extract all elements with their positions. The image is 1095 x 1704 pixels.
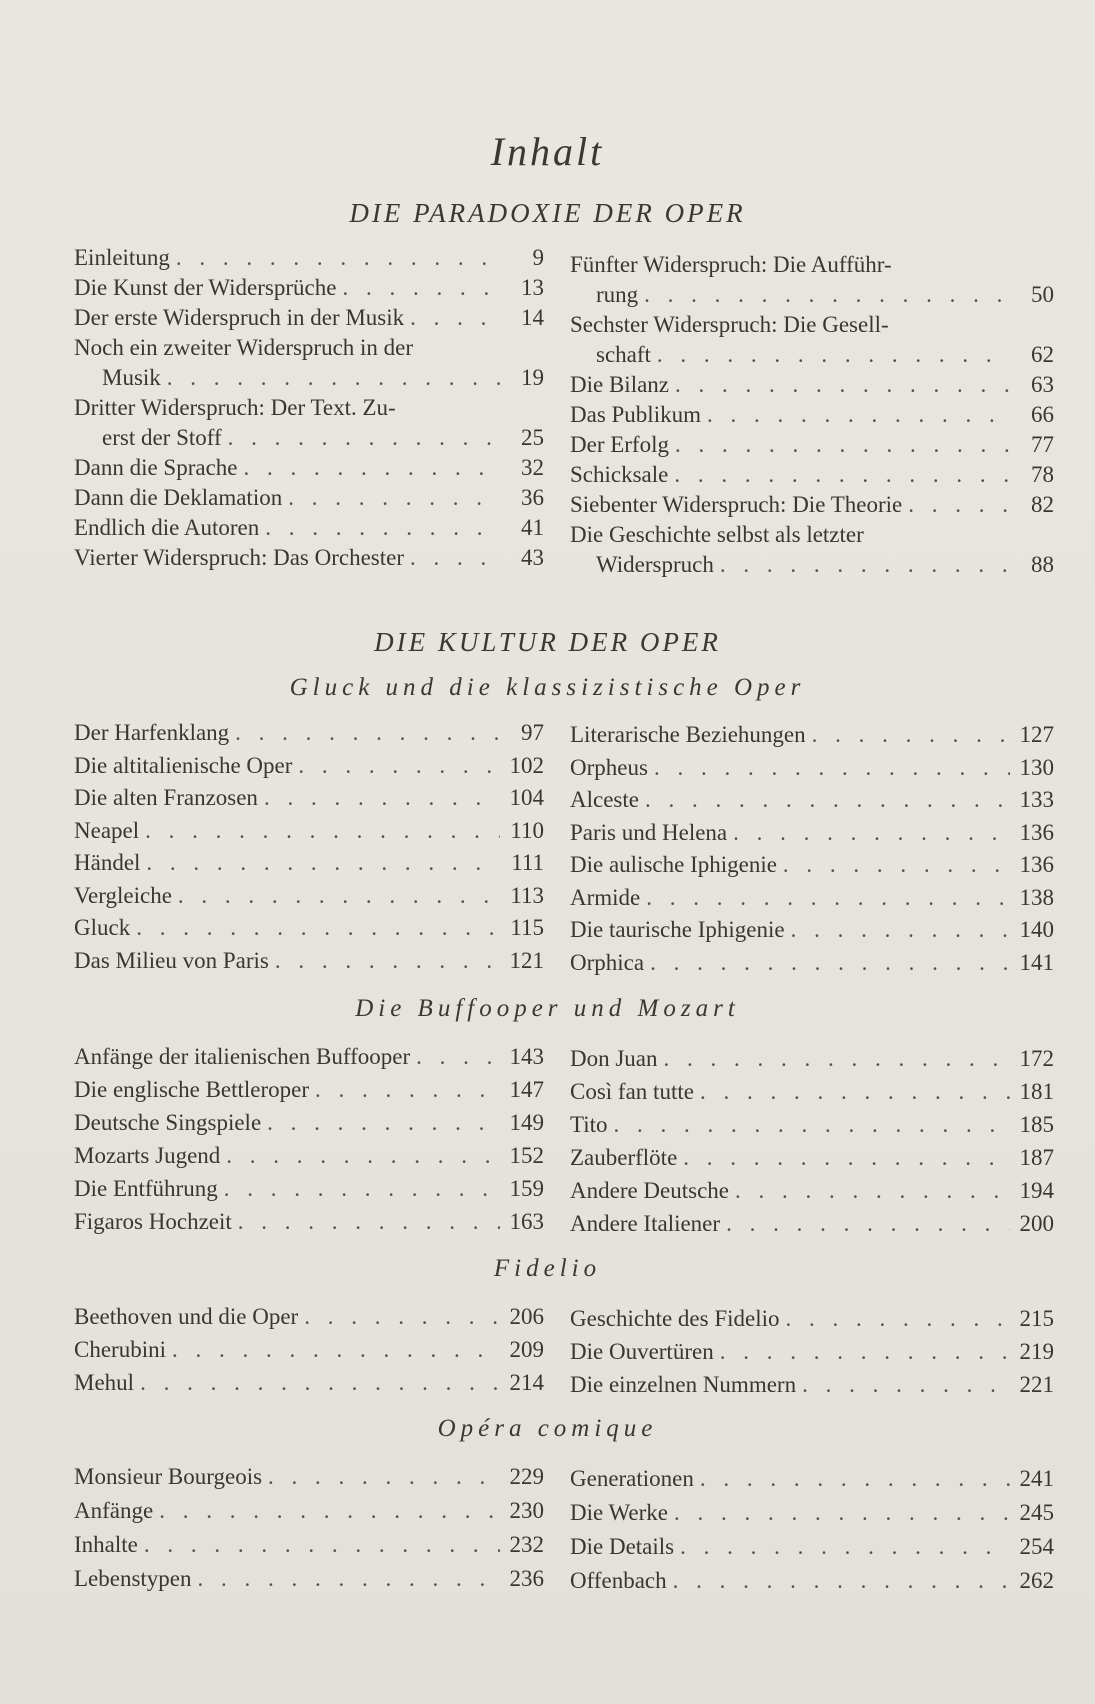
toc-entry-page: 113 [510, 882, 544, 908]
toc-entry-title: Don Juan [570, 1046, 658, 1071]
toc-entry-title: Orpheus [570, 754, 648, 780]
toc-entry [74, 1174, 544, 1204]
toc-entry [74, 1462, 544, 1492]
toc-entry [570, 1532, 1054, 1562]
toc-entry [570, 1077, 1054, 1107]
dot-leader [176, 243, 500, 273]
toc-entry-page: 88 [1031, 552, 1054, 577]
dot-leader [812, 720, 1010, 750]
dot-leader [226, 1141, 500, 1171]
toc-entry [74, 453, 544, 483]
toc-entry-title: rung [596, 282, 639, 307]
dot-leader [675, 430, 1010, 460]
toc-entry [570, 1464, 1054, 1494]
toc-entry [74, 1302, 544, 1332]
toc-entry-title: Die Kunst der Widersprüche [74, 275, 337, 300]
toc-entry-title: Figaros Hochzeit [74, 1209, 232, 1234]
toc-entry-page: 149 [509, 1110, 544, 1135]
toc-entry-page: 172 [1019, 1046, 1054, 1071]
toc-entry-title: Geschichte des Fidelio [570, 1306, 780, 1331]
toc-entry [74, 913, 544, 943]
toc-entry [74, 1368, 544, 1398]
toc-entry-title: schaft [596, 342, 651, 367]
dot-leader [680, 1532, 1010, 1562]
toc-entry-page: 152 [509, 1143, 544, 1168]
dot-leader [646, 883, 1010, 913]
toc-entry-page: 104 [509, 785, 544, 810]
dot-leader [700, 1464, 1010, 1494]
toc-entry-page: 77 [1031, 432, 1054, 457]
toc-entry-page: 143 [509, 1044, 544, 1069]
dot-leader [315, 1075, 500, 1105]
toc-entry-title: Armide [570, 884, 641, 910]
toc-entry-title: Die Bilanz [570, 372, 669, 397]
toc-entry-page: 32 [521, 455, 544, 480]
toc-entry-page: 229 [509, 1464, 544, 1489]
toc-entry [596, 280, 1054, 310]
toc-entry-title: Andere Italiener [570, 1211, 721, 1236]
toc-entry-page: 136 [1019, 852, 1054, 877]
dot-leader [674, 460, 1010, 490]
toc-entry-title: Cherubini [74, 1337, 166, 1362]
toc-entry-title: Beethoven und die Oper [74, 1304, 299, 1329]
section-title-fidelio: Fidelio [493, 1255, 602, 1282]
toc-entry [570, 1304, 1054, 1334]
toc-entry-title: Die aulische Iphigenie [570, 852, 777, 877]
toc-entry-page: 121 [509, 947, 544, 973]
dot-leader [802, 1370, 1010, 1400]
toc-entry-page: 97 [521, 720, 544, 745]
toc-entry [570, 430, 1054, 460]
toc-entry [570, 1498, 1054, 1528]
toc-entry-line1: Die Geschichte selbst als letzter [570, 522, 864, 547]
toc-entry [74, 1042, 544, 1072]
dot-leader [707, 400, 1010, 430]
dot-leader [304, 1302, 500, 1332]
toc-entry-page: 254 [1019, 1534, 1054, 1559]
toc-entry-title: Dann die Deklamation [74, 485, 283, 510]
toc-entry-page: 187 [1019, 1145, 1054, 1170]
toc-entry [570, 883, 1054, 913]
dot-leader [267, 1108, 500, 1138]
toc-entry-page: 181 [1019, 1079, 1054, 1104]
dot-leader [268, 1462, 500, 1492]
dot-leader [644, 280, 1010, 310]
toc-entry [74, 1530, 544, 1560]
toc-entry-title: Die altitalienische Oper [74, 752, 293, 778]
toc-entry-title: Anfänge der italienischen Buffooper [74, 1044, 411, 1069]
toc-entry-page: 219 [1019, 1339, 1054, 1364]
toc-entry [570, 460, 1054, 490]
toc-entry-page: 230 [509, 1498, 544, 1523]
toc-entry-title: Anfänge [74, 1498, 154, 1523]
toc-entry-title: Einleitung [74, 245, 170, 270]
toc-entry-title: Die englische Bettleroper [74, 1077, 310, 1102]
toc-entry-title: Inhalte [74, 1532, 138, 1557]
toc-entry-page: 82 [1031, 492, 1054, 517]
toc-entry-title: erst der Stoff [102, 425, 222, 450]
toc-entry-page: 62 [1031, 342, 1054, 367]
toc-entry [570, 1176, 1054, 1206]
toc-entry-page: 147 [509, 1077, 544, 1102]
toc-entry-page: 209 [509, 1337, 544, 1362]
toc-entry [570, 1209, 1054, 1239]
dot-leader [146, 848, 500, 878]
page-title: Inhalt [490, 129, 605, 174]
dot-leader [783, 850, 1010, 880]
toc-entry-title: Händel [74, 850, 141, 875]
toc-entry [102, 363, 544, 393]
toc-entry-title: Die Werke [570, 1500, 668, 1525]
toc-entry [596, 550, 1054, 580]
dot-leader [786, 1304, 1010, 1334]
dot-leader [614, 1110, 1010, 1140]
dot-leader [140, 1368, 500, 1398]
toc-entry [570, 1110, 1054, 1140]
toc-entry [570, 1370, 1054, 1400]
dot-leader [664, 1044, 1010, 1074]
toc-entry-title: Vergleiche [74, 882, 172, 908]
toc-entry-page: 36 [521, 485, 544, 510]
toc-entry [74, 1496, 544, 1526]
toc-entry [570, 915, 1054, 945]
toc-entry-title: Orphica [570, 949, 645, 975]
dot-leader [264, 783, 500, 813]
toc-entry-page: 221 [1019, 1372, 1054, 1397]
toc-entry-page: 163 [509, 1209, 544, 1234]
toc-entry-page: 63 [1031, 372, 1054, 397]
toc-entry-title: Das Publikum [570, 402, 701, 427]
dot-leader [288, 483, 500, 513]
toc-entry [74, 483, 544, 513]
dot-leader [136, 913, 500, 943]
toc-entry [74, 783, 544, 813]
toc-entry-title: Die taurische Iphigenie [570, 917, 785, 942]
toc-entry-page: 127 [1019, 722, 1054, 747]
toc-entry [570, 785, 1054, 815]
toc-entry [74, 718, 544, 748]
toc-entry [102, 423, 544, 453]
toc-entry-page: 159 [509, 1176, 544, 1201]
dot-leader [410, 543, 500, 573]
toc-entry [74, 273, 544, 303]
dot-leader [265, 513, 500, 543]
toc-entry [570, 1044, 1054, 1074]
toc-entry-title: Dann die Sprache [74, 455, 238, 480]
toc-entry-title: Die alten Franzosen [74, 785, 258, 810]
toc-entry [74, 881, 544, 911]
toc-entry-title: Widerspruch [596, 552, 714, 577]
toc-entry-title: Der Harfenklang [74, 720, 230, 745]
dot-leader [244, 453, 501, 483]
toc-entry-page: 241 [1019, 1466, 1054, 1491]
toc-entry-page: 245 [1019, 1500, 1054, 1525]
dot-leader [733, 818, 1010, 848]
toc-entry-page: 66 [1031, 402, 1054, 427]
dot-leader [726, 1209, 1010, 1239]
dot-leader [416, 1042, 500, 1072]
toc-entry-page: 215 [1019, 1306, 1054, 1331]
toc-entry-page: 50 [1031, 282, 1054, 307]
toc-entry-title: Die Ouvertüren [570, 1339, 714, 1364]
toc-entry-page: 78 [1031, 462, 1054, 487]
dot-leader [198, 1564, 500, 1594]
toc-entry-page: 141 [1019, 949, 1054, 975]
dot-leader [683, 1143, 1010, 1173]
toc-entry [74, 1335, 544, 1365]
toc-entry-line1: Sechster Widerspruch: Die Gesell- [570, 312, 889, 337]
part2-title: DIE KULTUR DER OPER [374, 627, 721, 657]
dot-leader [720, 550, 1010, 580]
toc-entry-title: Gluck [74, 915, 131, 940]
dot-leader [235, 718, 500, 748]
toc-entry-page: 110 [510, 817, 544, 843]
toc-entry-title: Mozarts Jugend [74, 1143, 221, 1168]
dot-leader [298, 751, 500, 781]
dot-leader [673, 1566, 1010, 1596]
toc-entry [570, 720, 1054, 750]
dot-leader [275, 946, 500, 976]
toc-entry-title: Mehul [74, 1370, 135, 1395]
toc-entry [74, 946, 544, 976]
toc-entry [596, 340, 1054, 370]
toc-entry-page: 133 [1019, 787, 1054, 812]
dot-leader [700, 1077, 1010, 1107]
toc-entry-title: Siebenter Widerspruch: Die Theorie [570, 492, 903, 517]
toc-entry-page: 9 [532, 245, 544, 270]
dot-leader [908, 490, 1010, 520]
dot-leader [238, 1207, 500, 1237]
toc-entry [570, 400, 1054, 430]
toc-entry-page: 194 [1019, 1178, 1054, 1203]
toc-entry-title: Der Erfolg [570, 432, 669, 457]
toc-entry-title: Zauberflöte [570, 1145, 678, 1170]
toc-entry-title: Der erste Widerspruch in der Musik [74, 305, 405, 330]
dot-leader [657, 340, 1010, 370]
toc-entry-title: Deutsche Singspiele [74, 1110, 262, 1135]
toc-entry [74, 816, 544, 846]
toc-entry-title: Vierter Widerspruch: Das Orchester [74, 545, 404, 570]
dot-leader [145, 816, 500, 846]
toc-entry [570, 1143, 1054, 1173]
toc-entry-page: 43 [521, 545, 544, 570]
toc-entry-title: Tito [570, 1112, 608, 1137]
toc-entry-page: 200 [1019, 1211, 1054, 1236]
toc-entry [570, 490, 1054, 520]
toc-entry [570, 1337, 1054, 1367]
toc-entry-title: Neapel [74, 817, 140, 843]
toc-entry [570, 818, 1054, 848]
toc-entry-title: Musik [102, 365, 161, 390]
toc-entry [570, 370, 1054, 400]
toc-entry-title: Monsieur Bourgeois [74, 1464, 263, 1489]
dot-leader [410, 303, 500, 333]
toc-entry-page: 130 [1019, 754, 1054, 780]
toc-entry-title: Andere Deutsche [570, 1178, 730, 1203]
dot-leader [650, 948, 1010, 978]
toc-entry [74, 1564, 544, 1594]
toc-entry [74, 513, 544, 543]
toc-entry [570, 753, 1054, 783]
dot-leader [735, 1176, 1010, 1206]
toc-entry-page: 111 [511, 850, 544, 875]
dot-leader [178, 881, 500, 911]
toc-entry-line1: Dritter Widerspruch: Der Text. Zu- [74, 395, 396, 420]
dot-leader [674, 1498, 1010, 1528]
dot-leader [720, 1337, 1010, 1367]
toc-entry-page: 185 [1019, 1112, 1054, 1137]
toc-entry-page: 25 [521, 425, 544, 450]
dot-leader [228, 423, 500, 453]
toc-entry-page: 262 [1019, 1568, 1054, 1593]
toc-entry [74, 751, 544, 781]
toc-entry-page: 115 [510, 915, 544, 940]
toc-entry-page: 206 [509, 1304, 544, 1329]
toc-entry-page: 232 [509, 1532, 544, 1557]
toc-entry [570, 850, 1054, 880]
toc-entry-line1: Noch ein zweiter Widerspruch in der [74, 335, 414, 360]
toc-entry-title: Literarische Beziehungen [570, 722, 806, 747]
toc-entry-page: 14 [521, 305, 544, 330]
toc-entry-page: 136 [1019, 819, 1054, 845]
toc-entry-page: 140 [1019, 917, 1054, 942]
toc-entry-line1: Fünfter Widerspruch: Die Aufführ- [570, 252, 892, 277]
dot-leader [675, 370, 1010, 400]
section-title-gluck: Gluck und die klassizistische Oper [289, 674, 806, 701]
toc-entry-title: Offenbach [570, 1568, 667, 1593]
toc-entry-title: Die Entführung [74, 1176, 218, 1201]
toc-entry [74, 848, 544, 878]
dot-leader [159, 1496, 500, 1526]
toc-entry [74, 543, 544, 573]
section-title-opera-comique: Opéra comique [437, 1415, 658, 1442]
toc-entry [74, 303, 544, 333]
toc-entry-title: Endlich die Autoren [74, 515, 260, 540]
toc-entry [570, 1566, 1054, 1596]
toc-entry-title: Das Milieu von Paris [74, 947, 269, 973]
toc-entry-page: 102 [509, 752, 544, 778]
dot-leader [224, 1174, 500, 1204]
toc-entry [74, 243, 544, 273]
toc-entry-page: 19 [521, 365, 544, 390]
dot-leader [791, 915, 1010, 945]
toc-entry-page: 13 [521, 275, 544, 300]
toc-entry-title: Die einzelnen Nummern [570, 1372, 797, 1397]
dot-leader [144, 1530, 500, 1560]
toc-entry [570, 948, 1054, 978]
toc-entry-page: 41 [521, 515, 544, 540]
toc-entry-page: 214 [509, 1370, 544, 1395]
toc-entry [74, 1075, 544, 1105]
dot-leader [167, 363, 500, 393]
toc-entry-title: Generationen [570, 1466, 694, 1491]
toc-entry [74, 1108, 544, 1138]
toc-entry-page: 138 [1019, 884, 1054, 910]
toc-entry-title: Die Details [570, 1534, 675, 1559]
toc-entry-title: Schicksale [570, 462, 669, 487]
dot-leader [172, 1335, 500, 1365]
toc-entry [74, 1141, 544, 1171]
part1-title: DIE PARADOXIE DER OPER [349, 198, 746, 228]
dot-leader [645, 785, 1010, 815]
toc-entry-title: Alceste [570, 787, 639, 812]
toc-entry [74, 1207, 544, 1237]
section-title-buffooper: Die Buffooper und Mozart [355, 995, 740, 1022]
toc-entry-title: Lebenstypen [74, 1566, 192, 1591]
dot-leader [654, 753, 1010, 783]
toc-entry-title: Così fan tutte [570, 1079, 694, 1104]
toc-entry-page: 236 [509, 1566, 544, 1591]
dot-leader [342, 273, 500, 303]
toc-entry-title: Paris und Helena [570, 819, 728, 845]
